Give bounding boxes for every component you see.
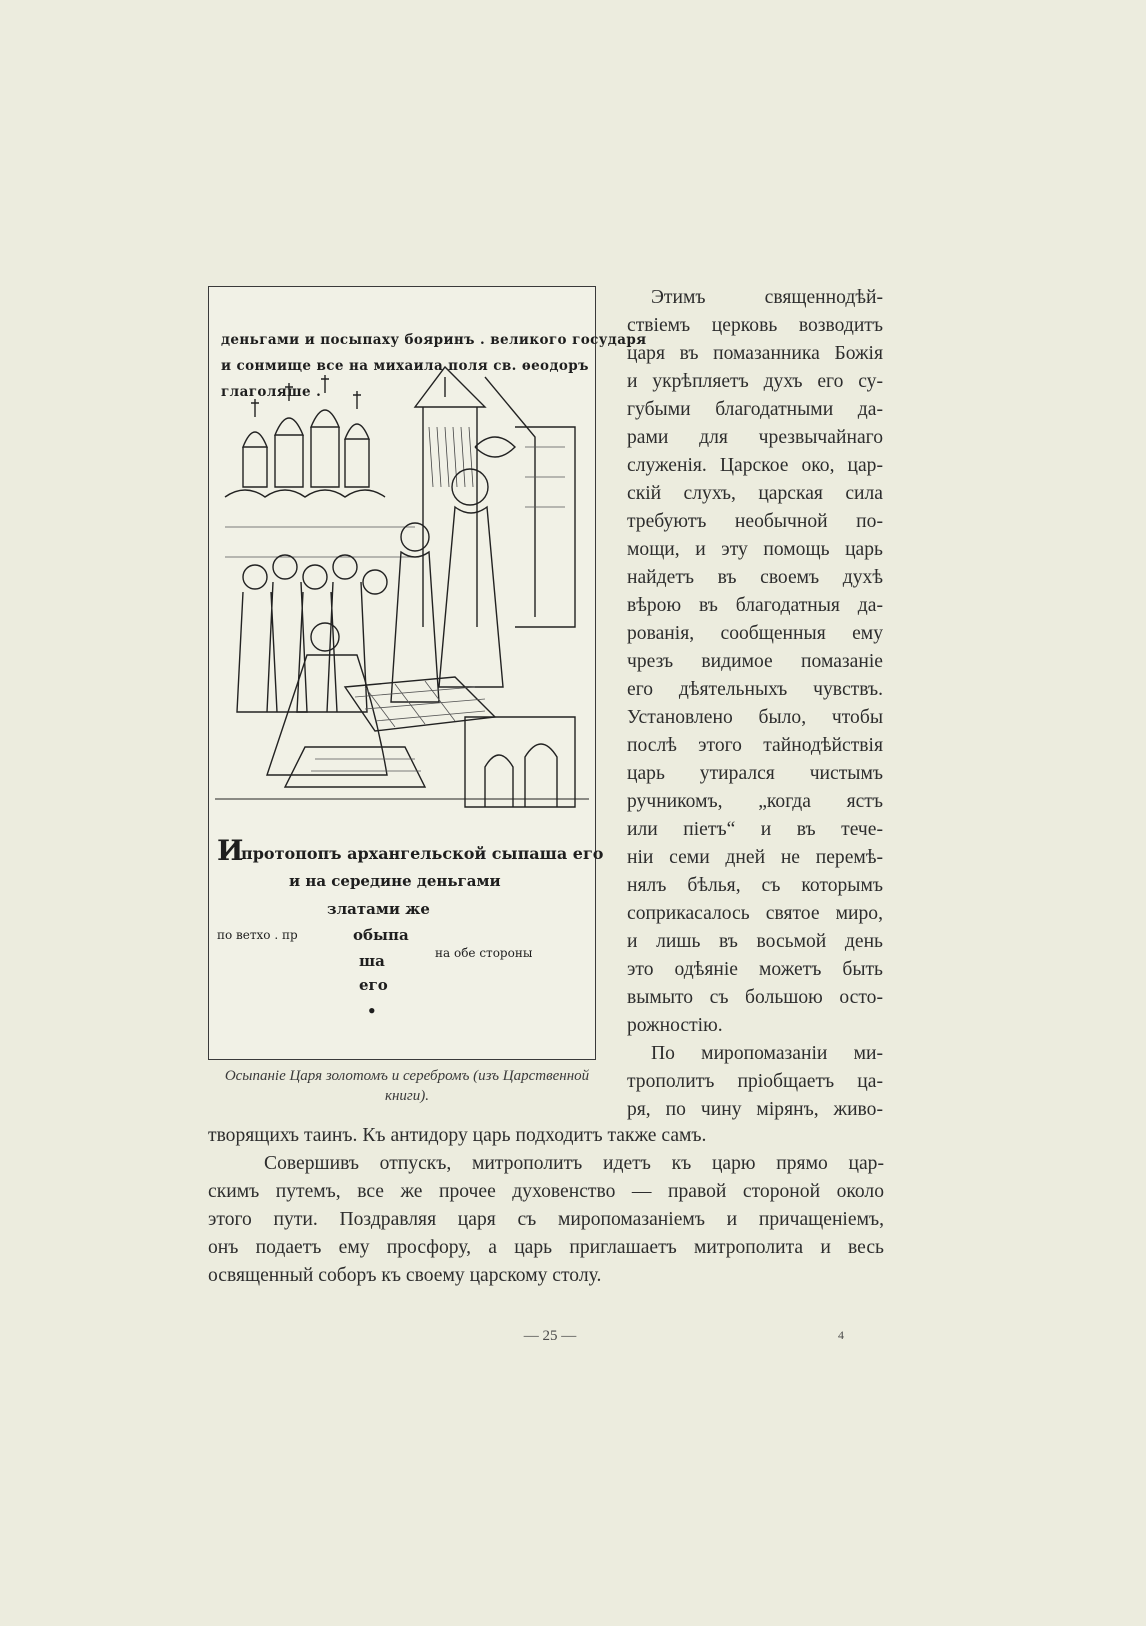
inscription-line: златами же — [327, 900, 430, 918]
text-line: творящихъ таинъ. Къ антидору царь подходитъ также самъ. — [208, 1125, 707, 1146]
text-line: соприкасалось святое миро, — [627, 903, 883, 924]
coronation-engraving — [215, 387, 589, 1127]
inscription-line: и сонмище все на михаила поля св. ѳеодоръ — [221, 358, 589, 374]
text-line: Установлено было, чтобы — [627, 707, 883, 728]
text-line: и лишь въ восьмой день — [627, 931, 883, 952]
text-line: вымыто съ большою осто- — [627, 987, 883, 1008]
inscription-line: ша — [359, 952, 385, 970]
page-number: — 25 — — [523, 1328, 577, 1344]
inscription-initial: И — [217, 834, 244, 867]
text-line: рованія, сообщенныя ему — [627, 623, 883, 644]
sheet-number: 4 — [838, 1328, 844, 1342]
text-line: нялъ бѣлья, съ которымъ — [627, 875, 883, 896]
inscription-dot: • — [367, 1002, 377, 1020]
illustration-frame — [208, 286, 647, 1060]
text-line: послѣ этого тайнодѣйствія — [627, 735, 883, 756]
text-full-width — [208, 1122, 884, 1290]
text-line: его дѣятельныхъ чувствъ. — [627, 679, 883, 700]
text-line: рожностію. — [627, 1015, 723, 1036]
text-line: По миропомазаніи ми- — [651, 1043, 883, 1064]
text-line: ря, по чину мірянъ, живо- — [627, 1099, 883, 1120]
inscription-right-note: на обе стороны — [435, 946, 533, 960]
inscription-line: обыпа — [353, 926, 409, 944]
inscription-line: деньгами и посыпаху бояринъ . великого государя — [221, 332, 647, 348]
text-line: освященный соборъ къ своему царскому столу. — [208, 1265, 602, 1286]
text-line: царь утирался чистымъ — [627, 763, 883, 784]
text-line: мощи, и эту помощь царь — [627, 539, 883, 560]
text-line: вѣрою въ благодатныя да- — [627, 595, 883, 616]
text-line: ручникомъ, „когда ястъ — [627, 791, 883, 812]
text-column — [627, 284, 883, 1124]
text-line: губыми благодатными да- — [627, 399, 883, 420]
text-line: Совершивъ отпускъ, митрополитъ идетъ къ царю прямо цар- — [264, 1153, 884, 1174]
text-line: ствіемъ церковь возводитъ — [627, 315, 883, 336]
text-line: трополитъ пріобщаетъ ца- — [627, 1071, 883, 1092]
text-line: чрезъ видимое помазаніе — [627, 651, 883, 672]
inscription-line: протопопъ архангельской сыпаша его — [241, 844, 604, 863]
inscription-line: и на середине деньгами — [289, 872, 501, 890]
illustration-caption: Осыпаніе Царя золотомъ и серебромъ (изъ Царственной книги). — [224, 1068, 590, 1104]
text-line: это одѣяніе можетъ быть — [627, 959, 883, 980]
text-line: онъ подаетъ ему просфору, а царь приглашаетъ митрополита и весь — [208, 1237, 884, 1258]
text-line: найдетъ въ своемъ духѣ — [627, 567, 883, 588]
text-line: Этимъ священнодѣй- — [651, 287, 883, 308]
text-line: царя въ помазанника Божія — [627, 343, 883, 364]
text-line: служенія. Царское око, цар- — [627, 455, 883, 476]
inscription-left-note: по ветхо . пр — [217, 928, 298, 942]
text-line: этого пути. Поздравляя царя съ миропомазаніемъ и причащеніемъ, — [208, 1209, 884, 1230]
inscription-line: его — [359, 976, 388, 994]
text-line: скій слухъ, царская сила — [627, 483, 883, 504]
text-line: ніи семи дней не перемѣ- — [627, 847, 883, 868]
text-line: требуютъ необычной по- — [627, 511, 883, 532]
text-line: или піетъ“ и въ тече- — [627, 819, 883, 840]
inscription-line: глаголяше . — [221, 384, 322, 400]
text-line: и укрѣпляетъ духъ его су- — [627, 371, 883, 392]
text-line: скимъ путемъ, все же прочее духовенство — правой стороной около — [208, 1181, 884, 1202]
text-line: рами для чрезвычайнаго — [627, 427, 883, 448]
